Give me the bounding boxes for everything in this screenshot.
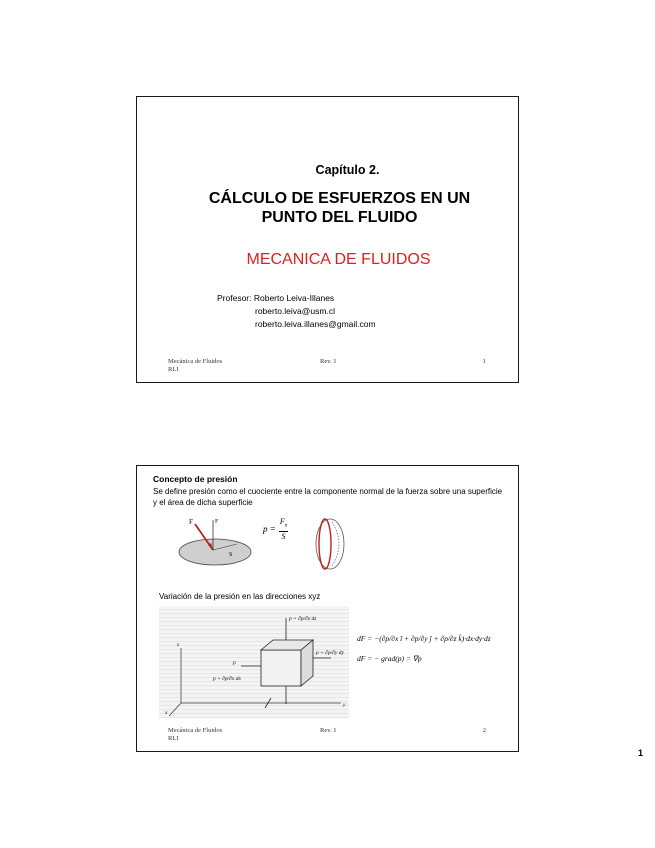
- footer-left: [168, 358, 222, 374]
- pressure-definition: Se define presión como el cuociente entre la componente normal de la fuerza sobre una superficie y el área de dicha superficie: [153, 487, 503, 507]
- footer-revision: Rev. 1: [320, 358, 337, 365]
- professor-info: [217, 292, 376, 331]
- hemisphere-diagram: [312, 516, 348, 572]
- surface-force-diagram: [177, 514, 257, 572]
- cube-label-y-right: p + ∂p/∂y dy: [316, 650, 344, 656]
- footer-slide-number: 2: [482, 727, 486, 734]
- email-1: roberto.leiva@usm.cl: [255, 306, 335, 316]
- footer-initials: RLI: [168, 735, 179, 742]
- formula-fraction: [279, 517, 288, 541]
- footer-course: Mecánica de Fluidos: [168, 727, 223, 734]
- footer-revision: Rev. 1: [320, 727, 337, 734]
- normal-force-label: F: [215, 519, 219, 525]
- email-2: roberto.leiva.illanes@gmail.com: [255, 319, 376, 329]
- force-label: F: [189, 518, 193, 526]
- slide-2: [136, 465, 519, 752]
- footer-slide-number: 1: [482, 358, 486, 365]
- variation-caption: Variación de la presión en las direcciones xyz: [159, 592, 321, 601]
- chapter-label: Capítulo 2.: [315, 163, 380, 177]
- cube-label-p: p: [233, 660, 236, 666]
- slide-heading: Concepto de presión: [153, 474, 238, 484]
- axis-z-label: z: [177, 642, 180, 648]
- formula-denominator: S: [281, 531, 286, 541]
- area-label: S: [229, 552, 233, 558]
- gradient-equation: dF = − grad(p) = ∇p: [357, 654, 422, 663]
- formula-numerator: $F_n$: [279, 517, 288, 532]
- slide-footer: [137, 727, 518, 749]
- formula-lhs: p =: [263, 523, 276, 534]
- pressure-cube-diagram: [161, 608, 351, 718]
- professor-name: Profesor: Roberto Leiva-Illanes: [217, 293, 335, 303]
- force-equation: dF = −(∂p/∂x î + ∂p/∂y ĵ + ∂p/∂z k̂)·dx·dy·dz: [357, 634, 491, 643]
- slide-title: [137, 189, 518, 227]
- axis-y-label: y: [343, 702, 346, 708]
- footer-initials: RLI: [168, 366, 179, 373]
- cube-label-z-top: p + ∂p/∂z dz: [289, 616, 317, 622]
- slide-1: [136, 96, 519, 383]
- footer-left: [168, 727, 222, 743]
- footer-course: Mecánica de Fluidos: [168, 358, 223, 365]
- pressure-formula: [263, 517, 288, 541]
- subject-title: MECANICA DE FLUIDOS: [246, 251, 431, 268]
- title-line-1: CÁLCULO DE ESFUERZOS EN UN: [208, 190, 471, 207]
- title-line-2: PUNTO DEL FLUIDO: [261, 209, 418, 226]
- page-number: 1: [637, 748, 643, 758]
- slide-footer: [137, 358, 518, 380]
- cube-label-x-front: p + ∂p/∂x dx: [213, 676, 241, 682]
- axis-x-label: x: [165, 710, 168, 716]
